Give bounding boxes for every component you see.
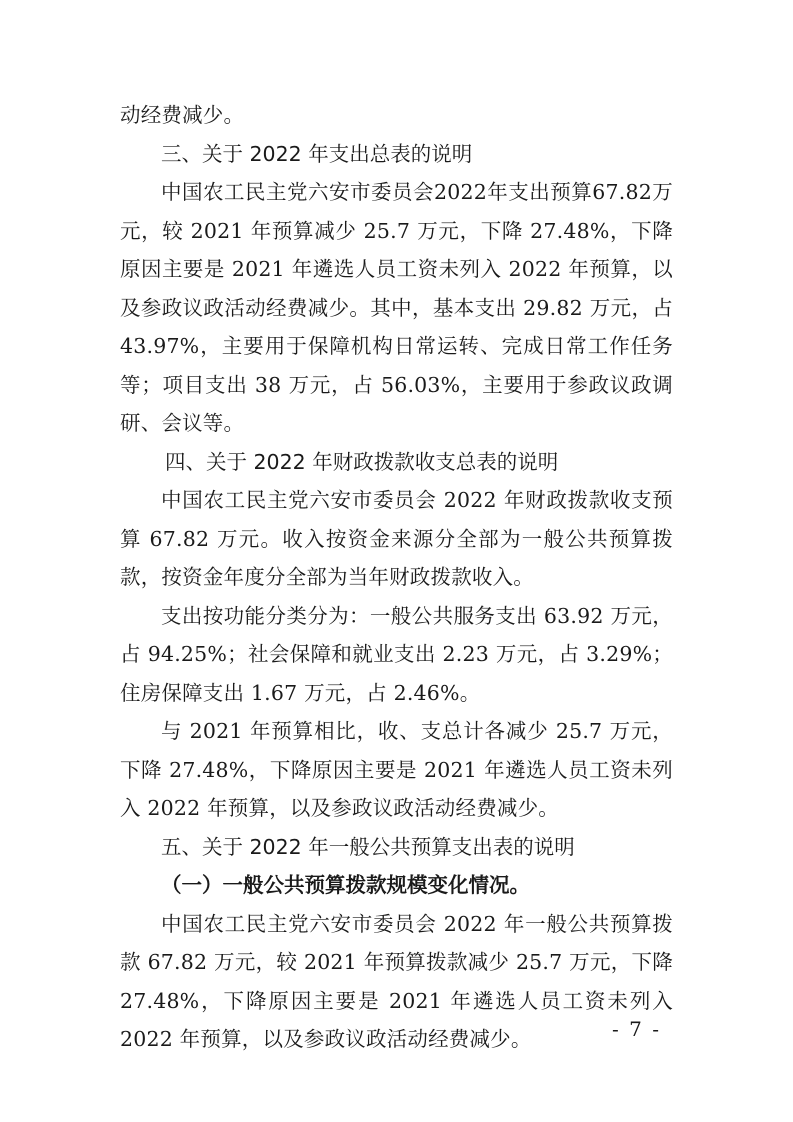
paragraph-continuation: 动经费减少。 — [120, 103, 245, 127]
section-heading-4: 四、关于 2022 年财政拨款收支总表的说明 — [165, 449, 559, 474]
section-heading-3: 三、关于 2022 年支出总表的说明 — [161, 141, 473, 166]
subsection-heading-5-1: （一）一般公共预算拨款规模变化情况。 — [161, 873, 530, 897]
document-body — [120, 96, 673, 1059]
paragraph-fiscal-allocation: 中国农工民主党六安市委员会 2022 年财政拨款收支预算 67.82 万元。收入按资金来源分全部为一般公共预算拨款，按资金年度分全部为当年财政拨款收入。 — [120, 488, 673, 589]
paragraph-expenditure-summary: 中国农工民主党六安市委员会2022年支出预算67.82万元，较 2021 年预算减少 25.7 万元，下降 27.48%，下降原因主要是 2021 年遴选人员工资未列入 2022 年预算，以及参政议政活动经费减少。其中，基本支出 29.82 万元，占 43.97%，主要用于保障机构日常运转、完成日常工作任务等；项目支出 38 万元，占 56.03%，主要用于参政议政调研、会议等。 — [120, 180, 673, 435]
paragraph-general-budget: 中国农工民主党六安市委员会 2022 年一般公共预算拨款 67.82 万元，较 2021 年预算拨款减少 25.7 万元，下降 27.48%，下降原因主要是 2021 年遴选人员工资未列入 2022 年预算，以及参政议政活动经费减少。 — [120, 911, 673, 1051]
section-heading-5: 五、关于 2022 年一般公共预算支出表的说明 — [161, 834, 575, 859]
paragraph-functional-classification: 支出按功能分类分为：一般公共服务支出 63.92 万元，占 94.25%；社会保障和就业支出 2.23 万元，占 3.29%；住房保障支出 1.67 万元，占 2.46%。 — [120, 603, 673, 705]
page-number: - 7 - — [612, 1017, 661, 1041]
paragraph-comparison: 与 2021 年预算相比，收、支总计各减少 25.7 万元，下降 27.48%，下降原因主要是 2021 年遴选人员工资未列入 2022 年预算，以及参政议政活动经费减少。 — [120, 719, 673, 820]
